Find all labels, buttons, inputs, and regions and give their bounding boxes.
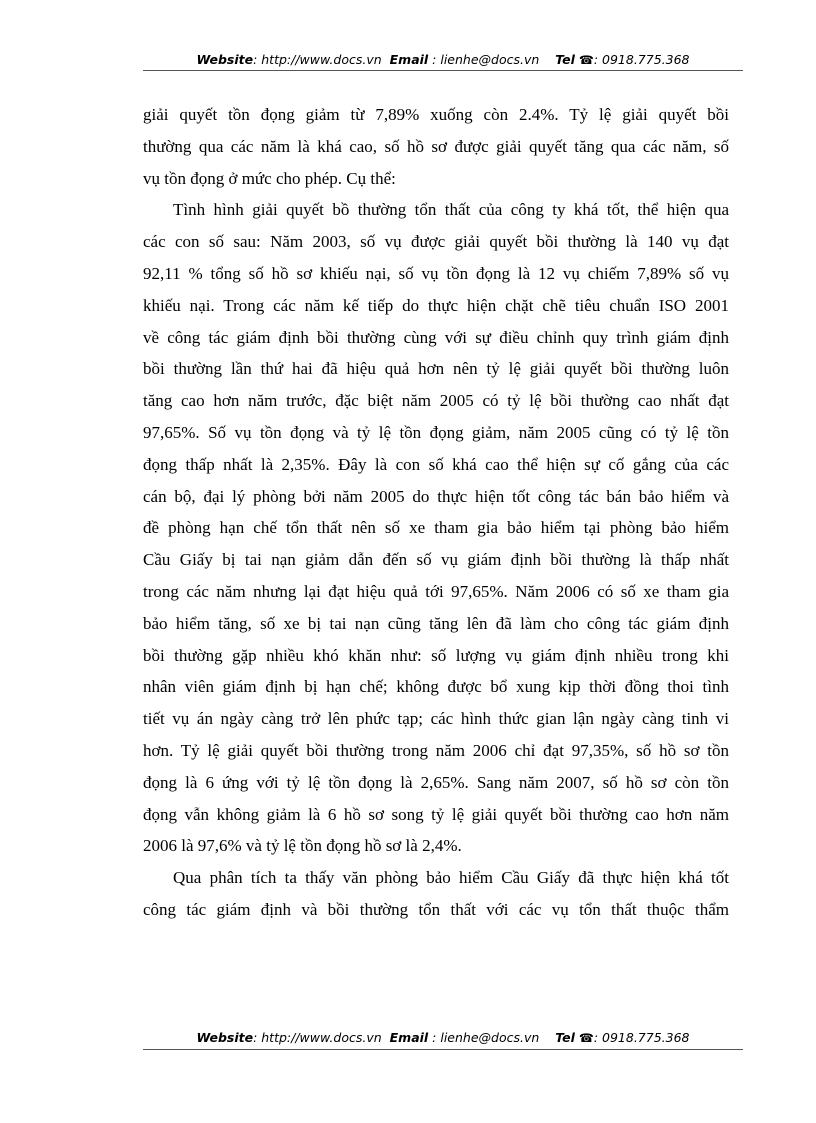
- footer-tel-label: Tel: [555, 1030, 575, 1045]
- header-website-label: Website: [196, 52, 254, 67]
- text-line-19: nhân viên giám định bị hạn chế; không được bổ xung kịp thời đồng thoi tình: [143, 677, 729, 697]
- text-line-2: thường qua các năm là khá cao, số hồ sơ được giải quyết tăng qua các năm, số: [143, 136, 729, 156]
- text-line-18: bồi thường gặp nhiều khó khăn như: số lượng vụ giám định nhiều trong khi: [143, 645, 729, 665]
- footer-email-label: Email: [389, 1030, 429, 1045]
- page-header: [143, 52, 743, 68]
- text-line-6: 92,11 % tổng số hồ sơ khiếu nại, số vụ tồn đọng là 12 vụ chiếm 7,89% số vụ: [143, 263, 729, 283]
- page-footer: [143, 1030, 743, 1046]
- text-line-13: cán bộ, đại lý phòng bởi năm 2005 do thực hiện tốt công tác bán bảo hiểm và: [143, 486, 729, 506]
- header-rule: [143, 70, 743, 71]
- footer-tel-value: : 0918.775.368: [593, 1030, 690, 1045]
- text-line-20: tiết vụ án ngày càng trở lên phức tạp; các hình thức gian lận ngày càng tinh vi: [143, 709, 729, 729]
- text-line-24: 2006 là 97,6% và tỷ lệ tồn đọng hồ sơ là 2,4%.: [143, 836, 462, 856]
- header-tel-label: Tel: [555, 52, 575, 67]
- text-line-23: đọng vẫn không giảm là 6 hồ sơ song tỷ lệ giải quyết bồi thường cao hơn năm: [143, 804, 729, 824]
- text-line-12: đọng thấp nhất là 2,35%. Đây là con số khá cao thể hiện sự cố gắng của các: [143, 454, 729, 474]
- text-line-7: khiếu nại. Trong các năm kế tiếp do thực hiện chặt chẽ tiêu chuẩn ISO 2001: [143, 295, 729, 315]
- text-line-11: 97,65%. Số vụ tồn đọng và tỷ lệ tồn đọng giảm, năm 2005 cũng có tỷ lệ tồn: [143, 422, 729, 442]
- header-website-value: : http://www.docs.vn: [253, 52, 382, 67]
- text-line-25: Qua phân tích ta thấy văn phòng bảo hiểm Cầu Giấy đã thực hiện khá tốt: [173, 868, 729, 888]
- footer-website-label: Website: [196, 1030, 254, 1045]
- text-line-22: đọng là 6 ứng với tỷ lệ tồn đọng là 2,65%. Sang năm 2007, số hồ sơ còn tồn: [143, 772, 729, 792]
- header-email-label: Email: [389, 52, 429, 67]
- text-line-10: tăng cao hơn năm trước, đặc biệt năm 2005 có tỷ lệ bồi thường cao nhất đạt: [143, 391, 729, 411]
- footer-website-value: : http://www.docs.vn: [253, 1030, 382, 1045]
- text-line-21: hơn. Tỷ lệ giải quyết bồi thường trong năm 2006 chỉ đạt 97,35%, số hồ sơ tồn: [143, 740, 729, 760]
- text-line-3: vụ tồn đọng ở mức cho phép. Cụ thể:: [143, 168, 396, 188]
- footer-rule: [143, 1049, 743, 1050]
- text-line-17: bảo hiểm tăng, số xe bị tai nạn cũng tăng lên đã làm cho công tác giám định: [143, 613, 729, 633]
- header-tel-value: : 0918.775.368: [593, 52, 690, 67]
- text-line-8: về công tác giám định bồi thường cùng với sự điều chỉnh quy trình giám định: [143, 327, 729, 347]
- header-email-value: : lienhe@docs.vn: [428, 52, 540, 67]
- footer-email-value: : lienhe@docs.vn: [428, 1030, 540, 1045]
- phone-icon: ☎: [578, 1031, 594, 1045]
- text-line-5: các con số sau: Năm 2003, số vụ được giải quyết bồi thường là 140 vụ đạt: [143, 232, 729, 252]
- text-line-26: công tác giám định và bồi thường tổn thất với các vụ tổn thất thuộc thẩm: [143, 899, 729, 919]
- text-line-9: bồi thường lần thứ hai đã hiệu quả hơn nên tỷ lệ giải quyết bồi thường luôn: [143, 359, 729, 379]
- text-line-1: giải quyết tồn đọng giảm từ 7,89% xuống còn 2.4%. Tỷ lệ giải quyết bồi: [143, 105, 729, 124]
- text-line-16: trong các năm nhưng lại đạt hiệu quả tới 97,65%. Năm 2006 có số xe tham gia: [143, 581, 729, 601]
- phone-icon: ☎: [578, 53, 594, 67]
- text-line-15: Cầu Giấy bị tai nạn giảm dẫn đến số vụ giám định bồi thường là thấp nhất: [143, 550, 729, 570]
- text-line-4: Tình hình giải quyết bồ thường tổn thất của công ty khá tốt, thể hiện qua: [173, 200, 729, 220]
- text-line-14: đề phòng hạn chế tổn thất nên số xe tham gia bảo hiểm tại phòng bảo hiểm: [143, 518, 729, 538]
- document-body: [143, 99, 729, 926]
